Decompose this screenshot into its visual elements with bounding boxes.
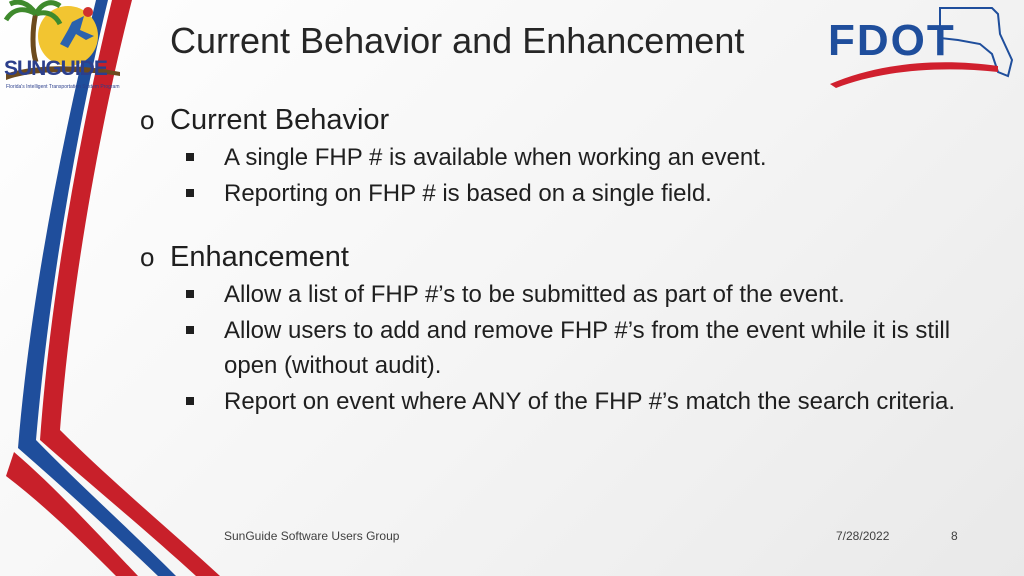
- bullet-item: A single FHP # is available when working an event.: [140, 140, 1000, 176]
- sunguide-logo-text: SUNGUIDE: [4, 57, 107, 80]
- section-marker: o: [140, 242, 155, 272]
- bullet-square-icon: [186, 326, 194, 334]
- slide-title: Current Behavior and Enhancement: [170, 20, 745, 61]
- section-current-behavior: [140, 102, 1000, 211]
- slide-number: 8: [951, 529, 958, 543]
- bullet-item: Allow users to add and remove FHP #’s from the event while it is still open (without audit).: [140, 313, 1000, 384]
- bullet-item: Report on event where ANY of the FHP #’s match the search criteria.: [140, 384, 1000, 420]
- bullet-item: Reporting on FHP # is based on a single field.: [140, 176, 1000, 212]
- fdot-logo-text: FDOT: [828, 16, 956, 65]
- sunguide-logo: [2, 0, 124, 100]
- section-heading: Enhancement: [170, 241, 349, 273]
- bullet-list: [140, 140, 1000, 211]
- section-marker: o: [140, 105, 155, 135]
- swoosh-red-inner: [6, 452, 138, 576]
- fdot-logo: [822, 4, 1018, 88]
- bullet-square-icon: [186, 153, 194, 161]
- section-heading: Current Behavior: [170, 104, 390, 136]
- bullet-list: [140, 277, 1000, 419]
- sunguide-logo-tagline: Florida's Intelligent Transportation System Program: [6, 84, 120, 90]
- footer-text: SunGuide Software Users Group: [224, 529, 400, 543]
- bullet-square-icon: [186, 290, 194, 298]
- bullet-item: Allow a list of FHP #’s to be submitted as part of the event.: [140, 277, 1000, 313]
- slide-content: [140, 102, 1000, 447]
- section-enhancement: [140, 239, 1000, 419]
- bullet-square-icon: [186, 397, 194, 405]
- bullet-square-icon: [186, 189, 194, 197]
- footer-date: 7/28/2022: [836, 529, 890, 543]
